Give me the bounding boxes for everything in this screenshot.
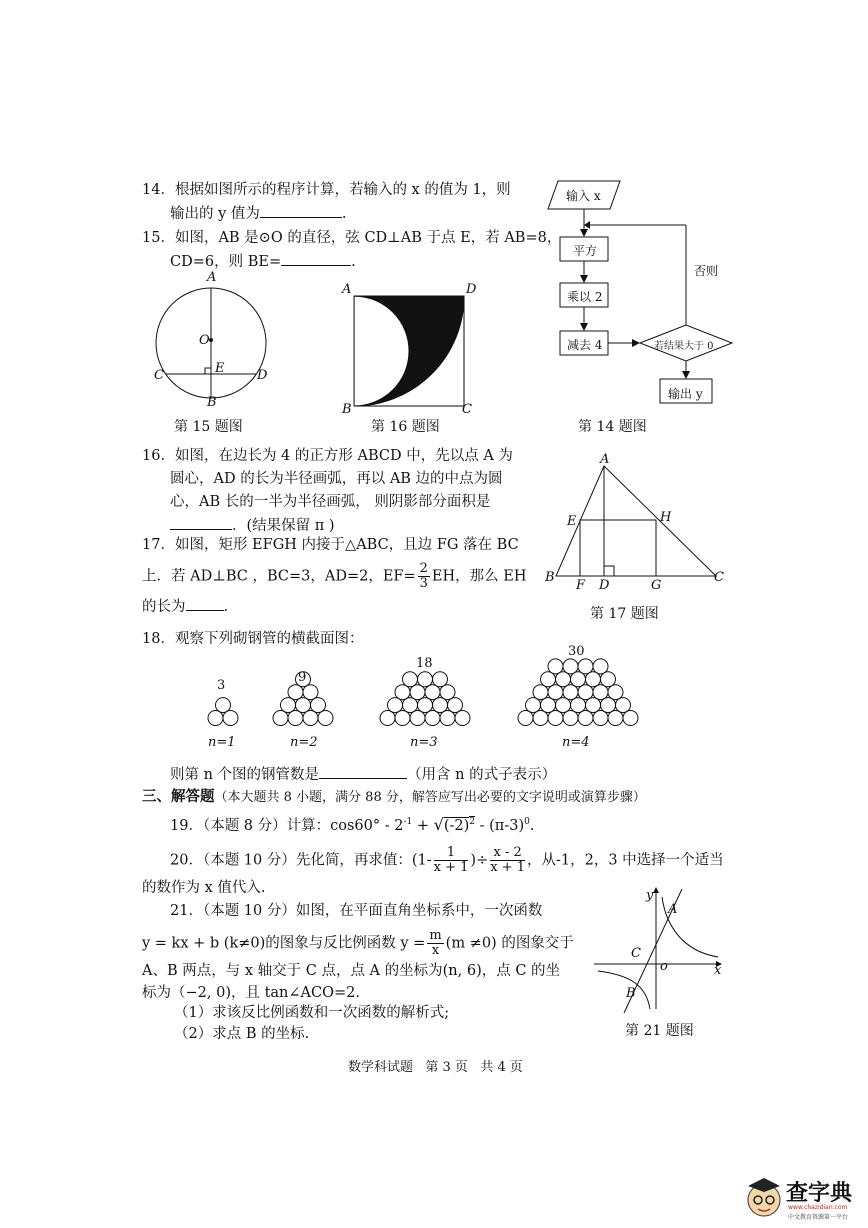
pipe-circle	[425, 711, 440, 726]
watermark-brand: 查字典	[786, 1181, 853, 1206]
fig17-label-H: H	[660, 510, 672, 525]
q14-line1: 14．根据如图所示的程序计算，若输入的 x 的值为 1，则	[142, 182, 511, 198]
pipe-circle	[288, 711, 303, 726]
fig17-label-C: C	[714, 570, 724, 585]
q20-text-a: 20．（本题 10 分）先化简，再求值：(1-	[170, 852, 432, 869]
q21-line4: 标为（−2, 0)，且 tan∠ACO=2.	[142, 985, 360, 1001]
fig15-label-O: O	[199, 333, 210, 348]
pipe-circle	[455, 711, 470, 726]
q14-line2-end: .	[341, 206, 347, 222]
q21-sub2: （2）求点 B 的坐标.	[174, 1026, 310, 1042]
q19-line: 19．（本题 8 分）计算：$\cos 60^\circ - 2^{-1} + √(-2)^2 - (\pi-3)^0$.	[170, 814, 535, 834]
fig17-label-F: F	[576, 578, 586, 593]
fig15-caption: 第 15 题图	[174, 419, 243, 435]
section3-desc: （本大题共 8 小题，满分 88 分，解答应写出必要的文字说明或演算步骤）	[214, 790, 646, 805]
pipe-circle	[563, 711, 578, 726]
flow-output-label: 输出 y	[668, 387, 703, 401]
q17-frac-num: 2	[419, 561, 428, 576]
fig15-label-B: B	[207, 395, 217, 410]
q14-line2-text: 输出的 y 值为	[170, 206, 260, 222]
pipe-circle	[548, 711, 563, 726]
watermark-slogan: 中文教育资源第一平台	[788, 1214, 849, 1221]
q19-text: 19．（本题 8 分）计算：cos60° - 2	[170, 817, 404, 834]
fig17-label-D: D	[599, 578, 610, 593]
q21-line1: 21．（本题 10 分）如图，在平面直角坐标系中，一次函数	[170, 903, 543, 919]
q18-line2	[170, 764, 556, 785]
q18-label-1: n=1	[208, 735, 236, 750]
q18-count-4: 30	[568, 644, 585, 659]
q20-line2: 的数作为 x 值代入.	[142, 880, 266, 896]
q19-rest: - (π-3)	[475, 817, 525, 834]
page-footer: 数学科试题 第 3 页 共 4 页	[348, 1060, 523, 1075]
flow-times2-label: 乘以 2	[567, 290, 603, 304]
fig15-label-D: D	[257, 368, 268, 383]
q21-line3: A、B 两点，与 x 轴交于 C 点，点 A 的坐标为(n, 6)，点 C 的坐	[142, 963, 561, 979]
q17-line3-text: 的长为	[142, 599, 186, 615]
fig14-caption: 第 14 题图	[578, 419, 647, 435]
fig17-label-A: A	[600, 452, 610, 467]
q19-sup3: 0	[524, 817, 530, 827]
q17-line1: 17．如图，矩形 EFGH 内接于△ABC，且边 FG 落在 BC	[142, 537, 519, 553]
fig17-label-G: G	[651, 578, 662, 593]
fig16-caption: 第 16 题图	[371, 419, 440, 435]
q20-line1	[170, 846, 724, 875]
q21-frac-den: x	[431, 943, 440, 958]
pipe-circle	[273, 711, 288, 726]
fig21-label-C: C	[631, 946, 641, 961]
q15-line2-text: CD=6，则 BE=	[170, 254, 282, 270]
q20-f1-num: 1	[434, 846, 469, 861]
q18-count-2: 9	[298, 670, 307, 685]
q17-frac-den: 3	[419, 576, 428, 591]
q21-line2b: (m ≠0) 的图象交于	[445, 935, 574, 952]
q16-line4-text: ．(结果保留 π )	[232, 518, 335, 534]
q21-line2a: y = kx + b (k≠0)的图象与反比例函数 y =	[142, 935, 426, 952]
q18-line2b: （用含 n 的式子表示）	[407, 767, 557, 783]
q20-f1-den: x + 1	[433, 860, 469, 875]
section3-title: 三、解答题	[142, 788, 215, 805]
fig15-label-C: C	[154, 368, 164, 383]
q17-line2b: EH，那么 EH	[431, 568, 527, 585]
pipe-circle	[318, 711, 333, 726]
q19-plus: +	[412, 817, 434, 834]
q19-sup2: 2	[469, 817, 476, 827]
q20-f2-den: x + 1	[490, 860, 525, 875]
flow-input-label: 输入 x	[566, 189, 601, 203]
pipe-circle	[578, 711, 593, 726]
fig16-label-A: A	[342, 282, 352, 297]
fig16-label-D: D	[466, 282, 477, 297]
q19-sup1: -1	[403, 817, 413, 827]
section3-header	[142, 787, 646, 808]
fig16-label-C: C	[462, 402, 472, 417]
q18-line1: 18．观察下列砌钢管的横截面图：	[142, 631, 364, 647]
watermark-logo	[744, 1170, 864, 1225]
pipe-circle	[518, 711, 533, 726]
watermark-url: www.chazidian.com	[788, 1204, 848, 1211]
q21-frac-num: m	[429, 928, 442, 943]
fig21-label-x: x	[714, 963, 722, 978]
q18-label-4: n=4	[562, 735, 590, 750]
q16-line2: 圆心，AD 的长为半径画弧，再以 AB 边的中点为圆	[170, 471, 503, 487]
fig15-label-E: E	[215, 361, 225, 376]
pipe-circle	[440, 711, 455, 726]
fig21-label-o: o	[660, 959, 668, 974]
pipe-circle	[410, 711, 425, 726]
q18-count-1: 3	[217, 678, 226, 693]
q18-count-3: 18	[416, 656, 433, 671]
flow-square-label: 平方	[573, 244, 598, 258]
fig21-label-B: B	[626, 986, 636, 1001]
pipe-circle	[623, 711, 638, 726]
pipe-circle	[395, 711, 410, 726]
flow-else-label: 否则	[694, 264, 719, 278]
q20-f2-num: x - 2	[490, 846, 525, 861]
q20-text-b: ，从-1，2，3 中选择一个适当	[527, 852, 724, 869]
pipe-circle	[608, 711, 623, 726]
fig17-label-B: B	[545, 570, 555, 585]
watermark-mascot-icon	[744, 1174, 784, 1220]
fig17-caption: 第 17 题图	[590, 606, 659, 622]
q16-line3: 心，AB 长的一半为半径画弧， 则阴影部分面积是	[170, 494, 491, 510]
q19-end: .	[529, 817, 535, 834]
q21-line2	[142, 929, 574, 958]
pipe-circle	[208, 711, 223, 726]
q17-line2a: 上．若 AD⊥BC ，BC=3，AD=2，EF=	[142, 568, 416, 585]
fig15-label-A: A	[207, 270, 217, 285]
fig21-graph-figure	[590, 885, 730, 1015]
pipe-circle	[303, 711, 318, 726]
flow-condition-label: 若结果大于 0	[654, 341, 714, 352]
q15-line1: 15．如图，AB 是⊙O 的直径，弦 CD⊥AB 于点 E，若 AB=8，	[142, 230, 562, 246]
q15-line2-end: .	[351, 254, 356, 270]
fig21-label-A: A	[668, 902, 678, 917]
fig17-label-E: E	[567, 514, 577, 529]
q21-sub1: （1）求该反比例函数和一次函数的解析式;	[174, 1005, 450, 1021]
fig21-label-y: y	[646, 888, 654, 903]
q19-root: (-2)	[443, 817, 470, 834]
q18-label-3: n=3	[410, 735, 438, 750]
pipe-circle	[223, 711, 238, 726]
q18-label-2: n=2	[290, 735, 318, 750]
pipe-circle	[593, 711, 608, 726]
q20-mid: )÷	[470, 852, 489, 869]
flow-minus4-label: 减去 4	[567, 338, 603, 352]
pipe-circle	[533, 711, 548, 726]
pipe-circle	[380, 711, 395, 726]
fig21-caption: 第 21 题图	[625, 1023, 694, 1039]
q18-line2a: 则第 n 个图的钢管数是	[170, 767, 320, 783]
q17-line3-end: .	[223, 599, 229, 615]
fig16-label-B: B	[342, 402, 352, 417]
q16-line1: 16．如图，在边长为 4 的正方形 ABCD 中，先以点 A 为	[142, 448, 513, 464]
